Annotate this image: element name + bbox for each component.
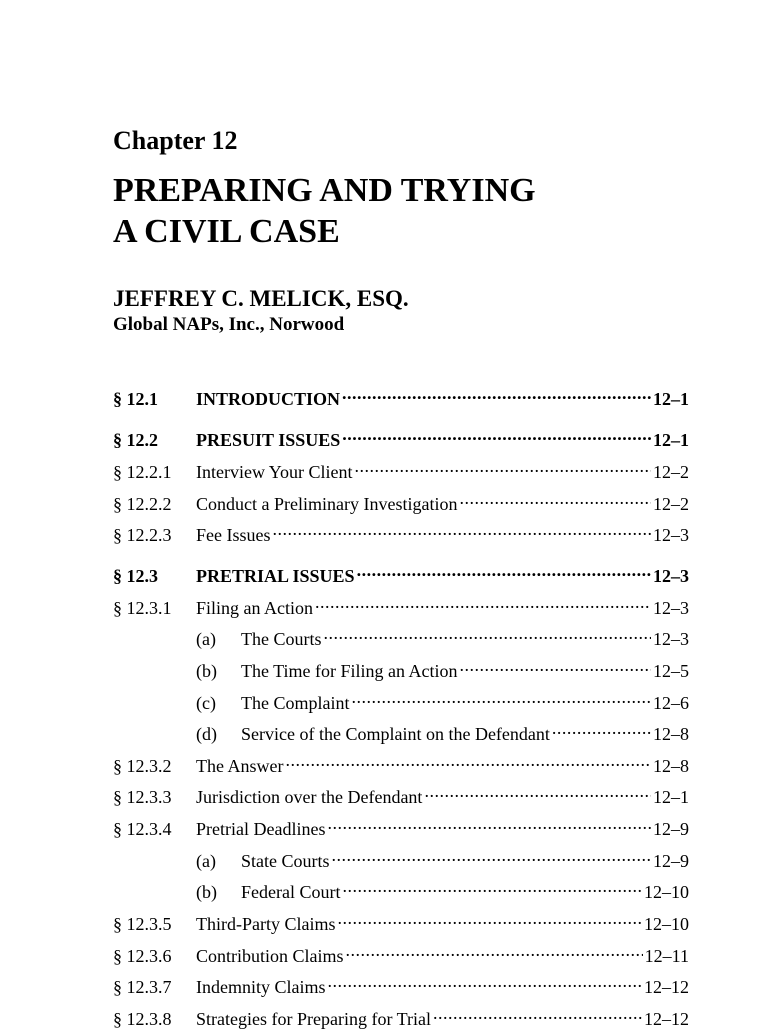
toc-entry-page-number: 12–2 [653, 494, 689, 514]
toc-dot-leader [357, 558, 651, 582]
toc-entry-letter: (d) [196, 724, 217, 744]
toc-entry [113, 517, 689, 545]
toc-entry [113, 843, 689, 871]
toc-entry-section-number: § 12.3.7 [113, 977, 172, 997]
toc-dot-leader [273, 517, 652, 541]
toc-entry-page-number: 12–3 [653, 525, 689, 545]
toc-dot-leader [342, 874, 642, 898]
toc-entry-title: Service of the Complaint on the Defendant [241, 724, 550, 744]
toc-dot-leader [459, 486, 651, 510]
toc-dot-leader [315, 590, 651, 614]
toc-dot-leader [433, 1001, 642, 1025]
toc-dot-leader [424, 779, 651, 803]
toc-dot-leader [460, 653, 651, 677]
toc-entry [113, 590, 689, 618]
toc-entry-page-number: 12–12 [644, 1009, 689, 1029]
toc-entry-letter: (b) [196, 661, 217, 681]
toc-entry-title: Conduct a Preliminary Investigation [196, 494, 458, 514]
toc-dot-leader [346, 938, 643, 962]
toc-entry [113, 621, 689, 649]
toc-entry [113, 486, 689, 514]
toc-entry-page-number: 12–9 [653, 819, 689, 839]
toc-entry-section-number: § 12.3.6 [113, 946, 172, 966]
toc-entry-title: The Complaint [241, 693, 350, 713]
toc-dot-leader [324, 621, 652, 645]
toc-entry [113, 748, 689, 776]
toc-entry-page-number: 12–11 [644, 946, 689, 966]
toc-entry-section-number: § 12.3 [113, 566, 158, 586]
toc-entry [113, 422, 689, 450]
toc-entry-title: Interview Your Client [196, 462, 353, 482]
toc-entry-title: INTRODUCTION [196, 389, 341, 409]
toc-entry-section-number: § 12.3.1 [113, 598, 172, 618]
toc-entry [113, 454, 689, 482]
toc-dot-leader [327, 811, 651, 835]
toc-entry-section-number: § 12.3.3 [113, 787, 172, 807]
toc-entry-title: Filing an Action [196, 598, 313, 618]
toc-entry-title: The Courts [241, 629, 322, 649]
toc-entry-title: Contribution Claims [196, 946, 344, 966]
toc-entry [113, 716, 689, 744]
toc-entry-page-number: 12–8 [653, 724, 689, 744]
toc-entry-page-number: 12–1 [653, 430, 689, 450]
author-name: JEFFREY C. MELICK, ESQ. [113, 286, 409, 311]
chapter-label: Chapter 12 [113, 126, 238, 155]
toc-dot-leader [552, 716, 651, 740]
toc-entry-title: PRESUIT ISSUES [196, 430, 341, 450]
toc-entry-page-number: 12–3 [653, 629, 689, 649]
toc-entry-title: The Time for Filing an Action [241, 661, 458, 681]
toc-entry-section-number: § 12.2.2 [113, 494, 172, 514]
toc-entry-title: Strategies for Preparing for Trial [196, 1009, 431, 1029]
toc-entry-title: Federal Court [241, 882, 341, 902]
chapter-title [113, 170, 536, 252]
toc-entry-page-number: 12–9 [653, 851, 689, 871]
toc-entry-page-number: 12–5 [653, 661, 689, 681]
toc-entry-page-number: 12–1 [653, 389, 689, 409]
toc-entry [113, 653, 689, 681]
toc-entry [113, 779, 689, 807]
toc-entry-title: PRETRIAL ISSUES [196, 566, 355, 586]
toc-entry-title: Fee Issues [196, 525, 271, 545]
toc-entry-letter: (a) [196, 629, 216, 649]
toc-entry-letter: (a) [196, 851, 216, 871]
toc-entry-letter: (b) [196, 882, 217, 902]
toc-dot-leader [342, 381, 651, 405]
toc-dot-leader [285, 748, 651, 772]
toc-entry-title: Third-Party Claims [196, 914, 336, 934]
toc-entry-title: Pretrial Deadlines [196, 819, 326, 839]
toc-entry-section-number: § 12.2.3 [113, 525, 172, 545]
toc-entry [113, 1001, 689, 1029]
toc-entry-letter: (c) [196, 693, 216, 713]
toc-entry-page-number: 12–6 [653, 693, 689, 713]
toc-entry [113, 811, 689, 839]
toc-dot-leader [351, 685, 651, 709]
toc-dot-leader [328, 969, 643, 993]
author-affiliation: Global NAPs, Inc., Norwood [113, 314, 345, 335]
toc-entry [113, 685, 689, 713]
toc-entry-page-number: 12–8 [653, 756, 689, 776]
document-page [113, 0, 689, 1029]
toc-entry-section-number: § 12.2.1 [113, 462, 172, 482]
chapter-title-line-2: A CIVIL CASE [113, 213, 340, 250]
toc-entry-page-number: 12–10 [644, 914, 689, 934]
toc-entry-page-number: 12–1 [653, 787, 689, 807]
toc-entry-section-number: § 12.3.8 [113, 1009, 172, 1029]
toc-entry-title: State Courts [241, 851, 330, 871]
toc-entry [113, 969, 689, 997]
toc-entry-section-number: § 12.3.2 [113, 756, 172, 776]
toc-entry-page-number: 12–2 [653, 462, 689, 482]
toc-entry [113, 938, 689, 966]
toc-entry-section-number: § 12.2 [113, 430, 158, 450]
toc-dot-leader [332, 843, 652, 867]
toc-dot-leader [337, 906, 642, 930]
toc-dot-leader [342, 422, 651, 446]
toc-entry [113, 558, 689, 586]
chapter-title-line-1: PREPARING AND TRYING [113, 172, 536, 209]
toc-entry [113, 906, 689, 934]
toc-entry-section-number: § 12.3.4 [113, 819, 172, 839]
toc-entry-title: Jurisdiction over the Defendant [196, 787, 423, 807]
toc-entry-section-number: § 12.3.5 [113, 914, 172, 934]
toc-dot-leader [355, 454, 652, 478]
toc-entry-page-number: 12–3 [653, 598, 689, 618]
toc-entry-page-number: 12–3 [653, 566, 689, 586]
toc-entry-title: The Answer [196, 756, 284, 776]
toc-entry-section-number: § 12.1 [113, 389, 158, 409]
toc-entry-page-number: 12–10 [644, 882, 689, 902]
toc-entry-title: Indemnity Claims [196, 977, 326, 997]
toc-entry-page-number: 12–12 [644, 977, 689, 997]
toc-entry [113, 874, 689, 902]
toc-entry [113, 381, 689, 409]
